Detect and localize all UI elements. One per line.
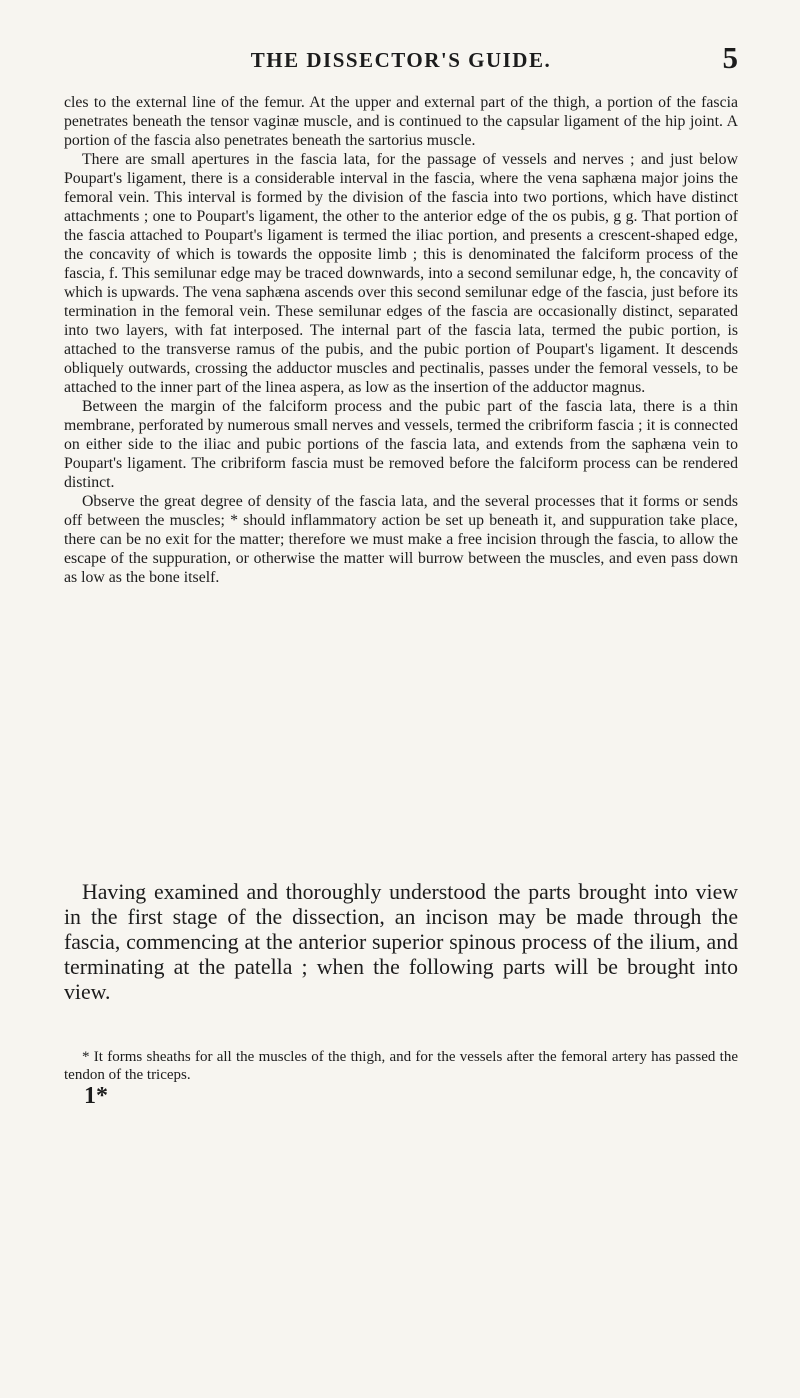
paragraph-observe-density: Observe the great degree of density of the fascia lata, and the several processes that it forms or sends off between the muscles; * should inflammatory action be set up beneath it, and suppuration take place, there can be no exit for the matter; therefore we must make a free incision through the fascia, to allow the escape of the suppuration, or otherwise the matter will burrow between the muscles, and even pass down as low as the bone itself. <box>64 493 738 586</box>
paragraph-continued: cles to the external line of the femur. At the upper and external part of the thigh, a portion of the fascia penetrates beneath the tensor vaginæ muscle, and is continued to the capsular ligament of the hip joint. A portion of the fascia also penetrates beneath the sartorius muscle. <box>64 94 738 149</box>
paragraph-incision: Having examined and thoroughly understood the parts brought into view in the first stage of the dissection, an incison may be made through the fascia, commencing at the anterior superior spinous process of the ilium, and terminating at the patella ; when the following parts will be brought into view. <box>64 880 738 1004</box>
body-text <box>64 93 738 587</box>
footnote <box>64 1048 738 1084</box>
paragraph-cribriform-fascia: Between the margin of the falciform process and the pubic part of the fascia lata, there is a thin membrane, perforated by numerous small nerves and vessels, termed the cribriform fascia ; it is connected on either side to the iliac and pubic portions of the fascia lata, and extends from the saphæna vein to Poupart's ligament. The cribriform fascia must be removed before the falciform process can be rendered distinct. <box>64 398 738 491</box>
page-number: 5 <box>722 40 738 75</box>
page-header <box>64 40 738 84</box>
footnote-text: * It forms sheaths for all the muscles of the thigh, and for the vessels after the femoral artery has passed the tendon of the triceps. <box>64 1049 738 1083</box>
large-type-section <box>64 880 738 1005</box>
signature-mark: 1* <box>84 1083 108 1109</box>
paragraph-apertures: There are small apertures in the fascia lata, for the passage of vessels and nerves ; and just below Poupart's ligament, there is a considerable interval in the fascia, where the vena saphæna major joins the femoral vein. This interval is formed by the division of the fascia into two portions, which have distinct attachments ; one to Poupart's ligament, the other to the anterior edge of the os pubis, g g. That portion of the fascia attached to Poupart's ligament is termed the iliac portion, and presents a crescent-shaped edge, the concavity of which is towards the opposite limb ; this is denominated the falciform process of the fascia, f. This semilunar edge may be traced downwards, into a second semilunar edge, h, the concavity of which is upwards. The vena saphæna ascends over this second semilunar edge of the fascia, just before its termination in the femoral vein. These semilunar edges of the fascia are occasionally distinct, separated into two layers, with fat interposed. The internal part of the fascia lata, termed the pubic portion, is attached to the transverse ramus of the pubis, and the pubic portion of Poupart's ligament. It descends obliquely outwards, crossing the adductor muscles and pectinalis, passes under the femoral vessels, to be attached to the inner part of the linea aspera, as low as the insertion of the adductor magnus. <box>64 151 738 396</box>
running-head: THE DISSECTOR'S GUIDE. <box>250 48 552 72</box>
